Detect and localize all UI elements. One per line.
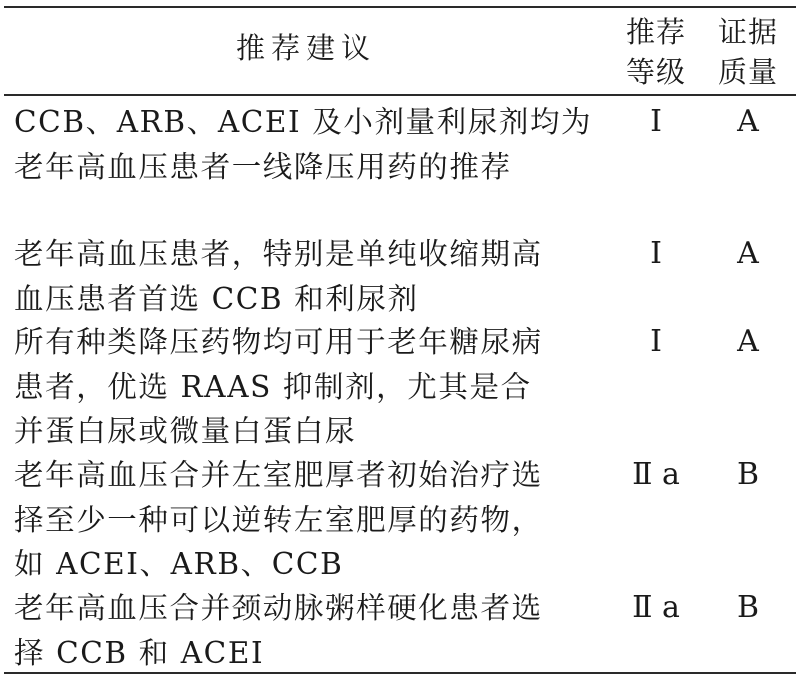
recommendation-text bbox=[14, 232, 614, 321]
header-grade-line1: 推荐 bbox=[625, 15, 686, 49]
recommendation-line: CCB、ARB、ACEI 及小剂量利尿剂均为 bbox=[14, 105, 593, 139]
header-quality bbox=[700, 12, 796, 92]
recommendation-text bbox=[14, 586, 614, 675]
header-recommendation: 推荐建议 bbox=[235, 31, 376, 65]
header-quality-line1: 证据 bbox=[717, 15, 778, 49]
table-top-rule bbox=[4, 6, 796, 8]
recommendation-line: 如 ACEI、ARB、CCB bbox=[14, 547, 344, 581]
header-grade bbox=[612, 12, 700, 92]
recommendation-text bbox=[14, 453, 614, 587]
recommendation-line: 患者，优选 RAAS 抑制剂，尤其是合 bbox=[14, 369, 532, 404]
quality-cell: A bbox=[737, 324, 759, 359]
recommendation-line: 血压患者首选 CCB 和利尿剂 bbox=[14, 281, 419, 316]
grade-cell: Ⅰ bbox=[650, 236, 662, 271]
recommendation-line: 老年高血压患者一线降压用药的推荐 bbox=[14, 149, 512, 184]
table-bottom-rule bbox=[4, 672, 796, 674]
grade-cell: Ⅱ a bbox=[632, 590, 680, 625]
quality-cell: B bbox=[736, 457, 760, 492]
quality-cell: A bbox=[737, 104, 759, 139]
table-header-rule bbox=[4, 94, 796, 96]
quality-cell: A bbox=[737, 236, 759, 271]
recommendation-line: 老年高血压合并颈动脉粥样硬化患者选 bbox=[14, 591, 543, 625]
header-grade-line2: 等级 bbox=[625, 55, 686, 89]
recommendation-line: 老年高血压合并左室肥厚者初始治疗选 bbox=[14, 458, 543, 492]
grade-cell: Ⅰ bbox=[650, 104, 662, 139]
header-quality-line2: 质量 bbox=[717, 55, 778, 89]
recommendation-text bbox=[14, 320, 614, 454]
recommendation-line: 择 CCB 和 ACEI bbox=[14, 635, 265, 670]
recommendation-line: 所有种类降压药物均可用于老年糖尿病 bbox=[14, 325, 543, 359]
grade-cell: Ⅱ a bbox=[632, 457, 680, 492]
recommendation-text bbox=[14, 100, 614, 189]
recommendation-line: 老年高血压患者，特别是单纯收缩期高 bbox=[14, 237, 543, 271]
grade-cell: Ⅰ bbox=[650, 324, 662, 359]
recommendation-line: 并蛋白尿或微量白蛋白尿 bbox=[14, 414, 357, 448]
recommendation-line: 择至少一种可以逆转左室肥厚的药物， bbox=[14, 502, 543, 537]
quality-cell: B bbox=[736, 590, 760, 625]
